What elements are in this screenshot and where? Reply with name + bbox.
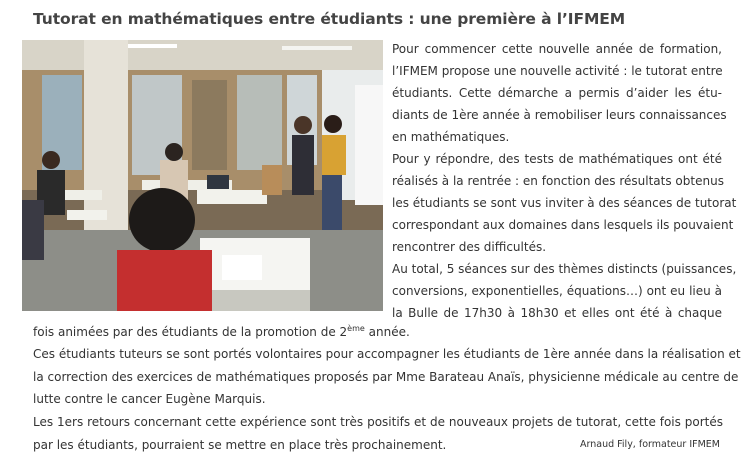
- article-paragraph-line: Pour commencer cette nouvelle année de formation,: [392, 42, 722, 56]
- article-paragraph-line: étudiants. Cette démarche a permis d’aider les étu-: [392, 86, 722, 100]
- article-paragraph-line: l’IFMEM propose une nouvelle activité : le tutorat entre: [392, 64, 723, 78]
- article-paragraph-line: Au total, 5 séances sur des thèmes distincts (puissances,: [392, 262, 737, 276]
- tutoring-session-photo: [22, 40, 383, 311]
- author-signature: Arnaud Fily, formateur IFMEM: [579, 439, 720, 450]
- article-paragraph-line: conversions, exponentielles, équations…) ont eu lieu à: [392, 284, 722, 298]
- article-paragraph-line: par les étudiants, pourraient se mettre en place très prochainement.: [33, 438, 447, 452]
- article-paragraph-line: les étudiants se sont vus inviter à des séances de tutorat: [392, 196, 737, 210]
- article-paragraph-line: rencontrer des difficultés.: [392, 240, 547, 254]
- article-paragraph-line: la Bulle de 17h30 à 18h30 et elles ont été à chaque: [392, 306, 722, 320]
- article-paragraph-line: Pour y répondre, des tests de mathématiques ont été: [392, 152, 722, 166]
- article-title: Tutorat en mathématiques entre étudiants : une première à l’IFMEM: [33, 10, 626, 28]
- article-paragraph-line: la correction des exercices de mathématiques proposés par Mme Barateau Anaïs, physicienne médicale au centre de: [33, 370, 739, 384]
- article-paragraph-line: fois animées par des étudiants de la promotion de 2ème année.: [33, 324, 410, 339]
- article-paragraph-line: réalisés à la rentrée : en fonction des résultats obtenus: [392, 174, 724, 188]
- article-paragraph-line: en mathématiques.: [392, 130, 510, 144]
- article-paragraph-line: Les 1ers retours concernant cette expérience sont très positifs et de nouveaux projets de tutorat, cette fois portés: [33, 415, 723, 429]
- article-paragraph-line: Ces étudiants tuteurs se sont portés volontaires pour accompagner les étudiants de 1ère année dans la réalisation et: [33, 347, 741, 361]
- article-paragraph-line: correspondant aux domaines dans lesquels ils pouvaient: [392, 218, 734, 232]
- article-paragraph-line: lutte contre le cancer Eugène Marquis.: [33, 392, 266, 406]
- article-paragraph-line: diants de 1ère année à remobiliser leurs connaissances: [392, 108, 727, 122]
